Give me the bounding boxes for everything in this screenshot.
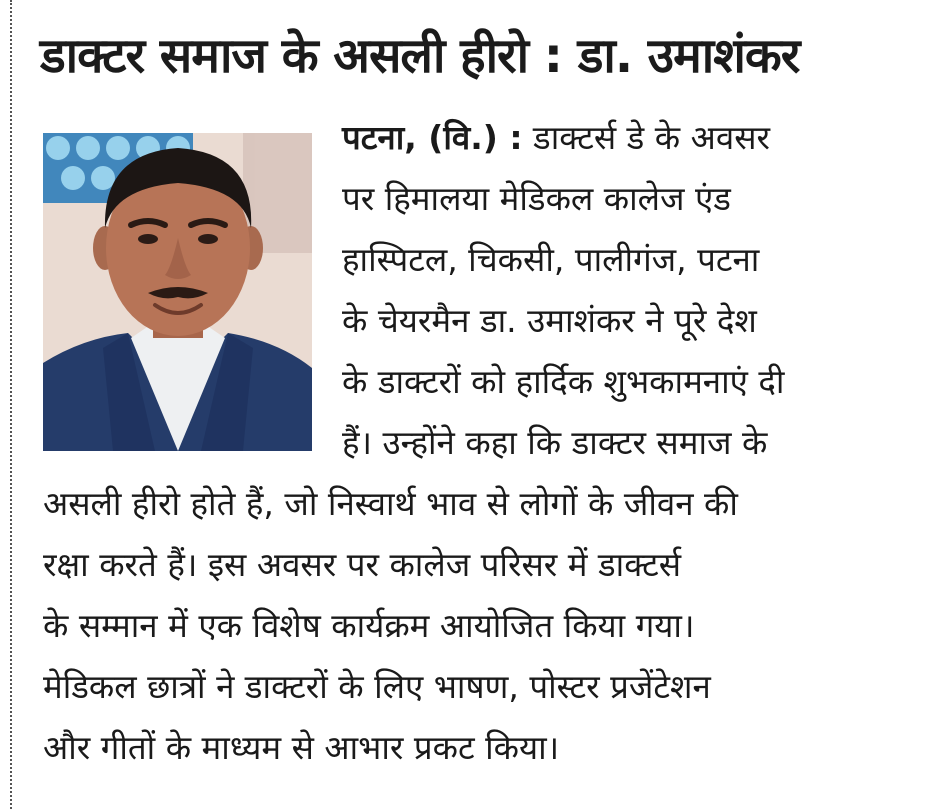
article-line-2: पर हिमालया मेडिकल कालेज एंड	[342, 179, 731, 218]
article-line-3: हास्पिटल, चिकसी, पालीगंज, पटना	[342, 240, 760, 279]
article-line-5: के डाक्टरों को हार्दिक शुभकामनाएं दी	[342, 362, 785, 401]
article-line-6: हैं। उन्होंने कहा कि डाक्टर समाज के	[342, 423, 768, 462]
article-line-1-text: डाक्टर्स डे के अवसर	[533, 118, 771, 157]
article-line-8: रक्षा करते हैं। इस अवसर पर कालेज परिसर में डाक्टर्स	[43, 545, 682, 584]
article-line-9: के सम्मान में एक विशेष कार्यक्रम आयोजित किया गया।	[43, 606, 695, 645]
headline: डाक्टर समाज के असली हीरो : डा. उमाशंकर	[40, 28, 800, 84]
article-line-7: असली हीरो होते हैं, जो निस्वार्थ भाव से लोगों के जीवन की	[43, 484, 738, 523]
article-line-11: और गीतों के माध्यम से आभार प्रकट किया।	[43, 728, 560, 767]
article-line-4: के चेयरमैन डा. उमाशंकर ने पूरे देश	[342, 301, 757, 340]
dateline: पटना, (वि.) :	[342, 118, 523, 157]
article-line-10: मेडिकल छात्रों ने डाक्टरों के लिए भाषण, पोस्टर प्रजेंटेशन	[43, 667, 711, 706]
article-line-1	[342, 107, 770, 168]
